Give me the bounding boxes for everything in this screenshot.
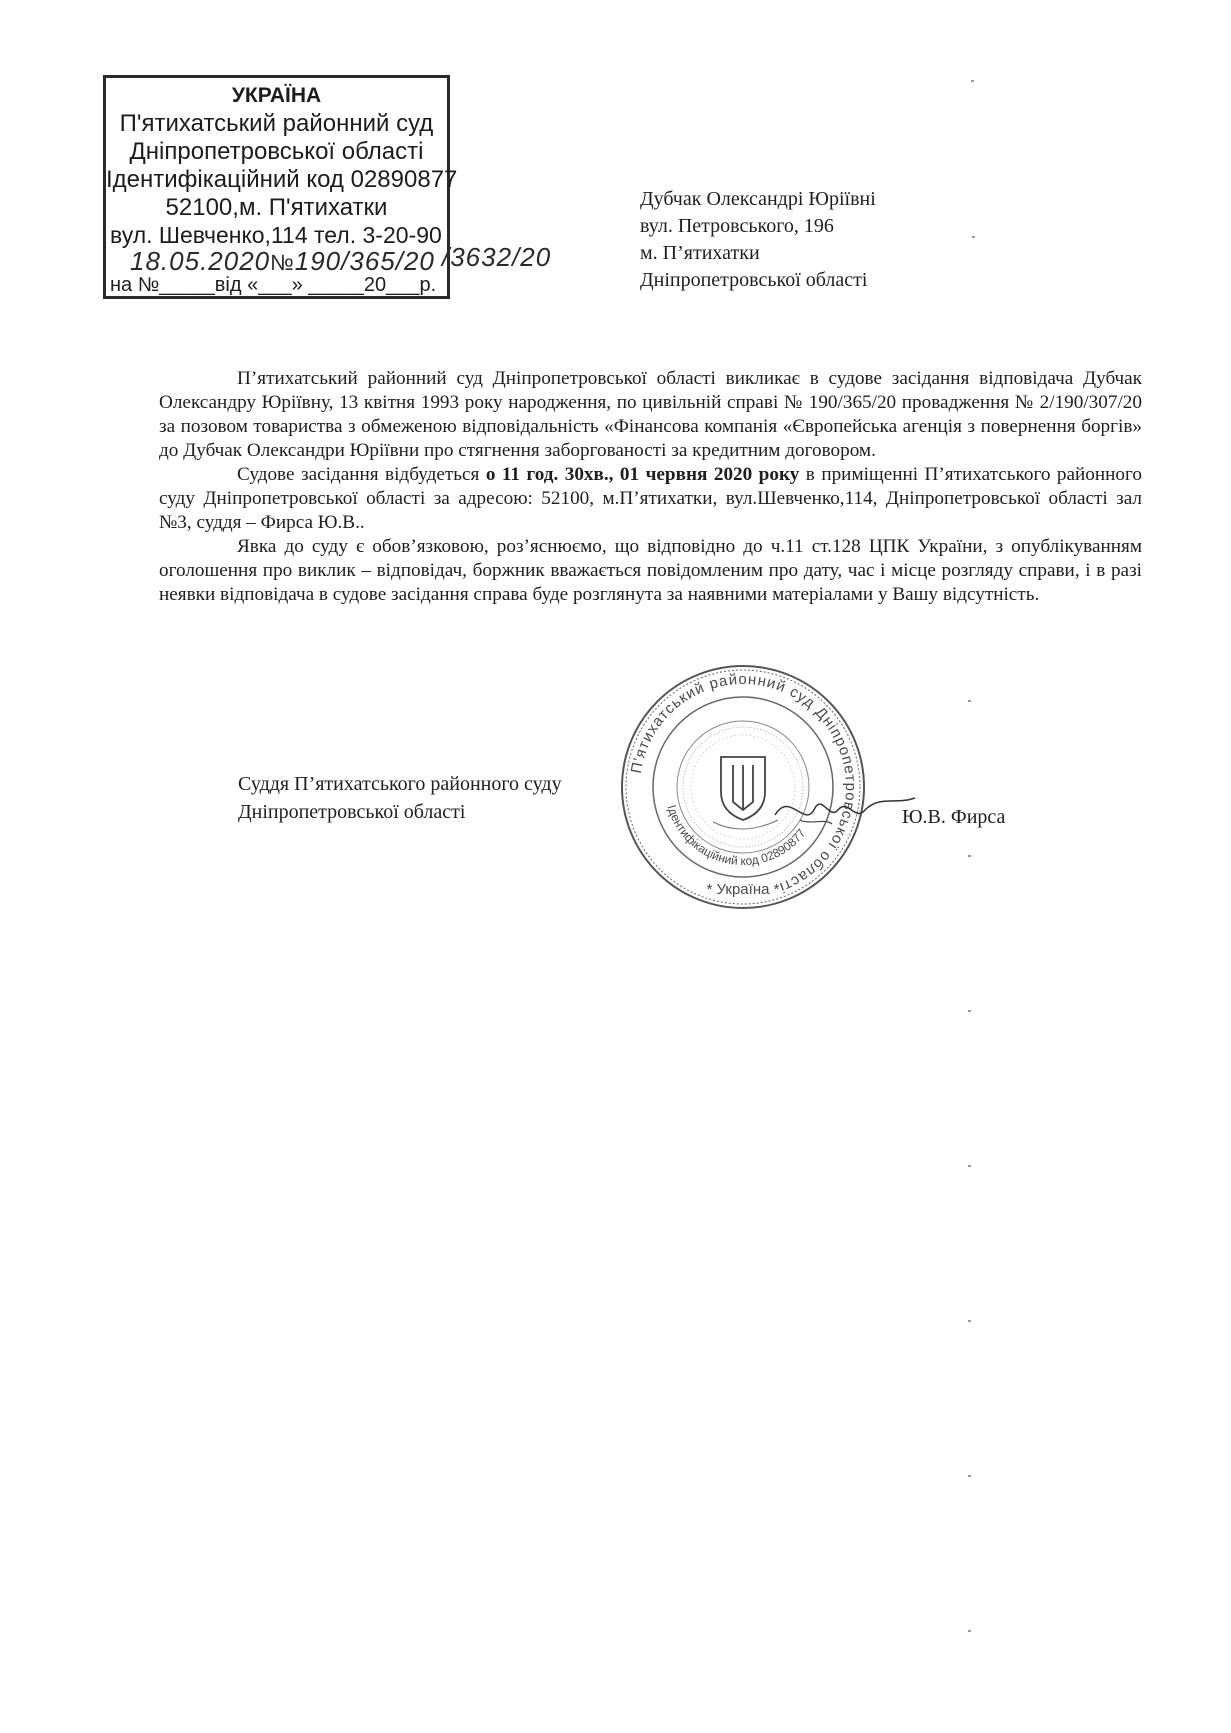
judge-signature [770, 780, 920, 840]
p2-end: в приміщенні П’ятихатського районного суду Дніпропетровської області за адресою: 52100, м.П’ятихатки, вул.Шевченко,114, Дніпропетровської області зал №3, суддя – Фирса Ю.В.. [159, 464, 1142, 533]
scan-speck [968, 1630, 971, 1632]
scan-speck [971, 80, 974, 82]
stamp-reg-number-label: № [270, 250, 295, 275]
coat-of-arms-icon [721, 757, 765, 820]
judge-title-line2: Дніпропетровської області [238, 801, 466, 823]
scan-speck [968, 1010, 971, 1012]
body-paragraph-3: Явка до суду є обов’язковою, роз’яснюємо, що відповідно до ч.11 ст.128 ЦПК України, з опублікуванням оголошення про виклик – відповідач, боржник вважається повідомленим про дату, час і місце розгляду справи, і в разі неявки відповідача в судове засідання справа буде розглянута за наявними матеріалами у Вашу відсутність. [159, 536, 1142, 605]
hearing-datetime: о 11 год. 30хв., 01 червня 2020 року [485, 464, 800, 485]
judge-name: Ю.В. Фирса [902, 806, 1006, 828]
addressee-region: Дніпропетровської області [640, 269, 868, 291]
stamp-id-code: Ідентифікаційний код 02890877 [106, 166, 458, 193]
body-paragraph-1: П’ятихатський районний суд Дніпропетровської області викликає в судове засідання відповідача Дубчак Олександру Юріївну, 13 квітня 1993 року народження, по цивільній справі № 190/365/20 провадження № 2/190/307/20 за позовом товариства з обмеженою відповідальність «Фінансова компанія «Європейська агенція з повернення боргів» до Дубчак Олександри Юріївни про стягнення заборгованості за кредитним договором. [159, 368, 1142, 461]
stamp-registration [130, 242, 552, 277]
scan-speck [968, 1320, 971, 1322]
body-paragraph-2 [159, 463, 1142, 535]
court-header-stamp [103, 75, 552, 299]
seal-bottom-text: * Україна * [706, 881, 780, 898]
addressee-city: м. П’ятихатки [640, 242, 760, 264]
scan-speck [968, 1165, 971, 1167]
stamp-reply-line: на №_____від «___» _____20___р. [110, 274, 437, 296]
addressee-name: Дубчак Олександрі Юріївні [640, 188, 876, 210]
judge-title-line1: Суддя П’ятихатського районного суду [238, 773, 562, 795]
seal-inner-text: Ідентифікаційний код 02890877 [664, 803, 809, 869]
summons-body [159, 367, 1142, 607]
stamp-region: Дніпропетровської області [129, 138, 424, 165]
scan-speck [968, 855, 971, 857]
stamp-reg-date: 18.05.2020 [130, 246, 271, 276]
scan-speck [972, 236, 975, 238]
stamp-postal-city: 52100,м. П'ятихатки [165, 194, 388, 221]
stamp-reg-number: 190/365/20 [294, 246, 435, 276]
scan-speck [968, 1475, 971, 1477]
stamp-address-phone: вул. Шевченко,114 тел. 3-20-90 [110, 222, 442, 248]
scan-speck [968, 700, 971, 702]
stamp-country: УКРАЇНА [231, 84, 322, 107]
stamp-court-name: П'ятихатський районний суд [119, 110, 434, 137]
addressee-street: вул. Петровського, 196 [640, 215, 834, 237]
stamp-reg-number-ext: /3632/20 [442, 242, 552, 272]
p2-start: Судове засідання відбудеться [237, 464, 486, 485]
judge-title [238, 770, 562, 826]
addressee-block [640, 186, 876, 294]
seal-outer-text: П'ятихатський районний суд Дніпропетровської області [627, 670, 860, 897]
